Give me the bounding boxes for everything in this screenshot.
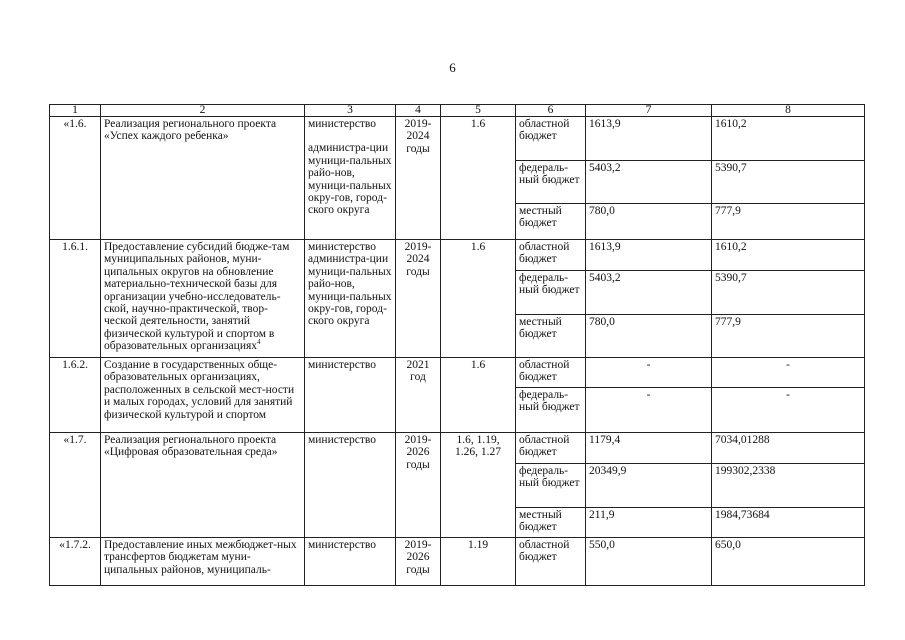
value-col8: 777,9: [712, 315, 865, 358]
table-row: [50, 538, 865, 586]
item-number: 1.6.2.: [50, 358, 101, 433]
table-row: [50, 117, 865, 161]
item-name: Создание в государственных обще-образовательных организациях, расположенных в сельской мест-ности и малых городах, условий для занятий физической культурой и спортом: [101, 358, 305, 433]
budget-source: федераль-ный бюджет: [516, 388, 586, 433]
item-name: Реализация регионального проекта «Успех каждого ребенка»: [101, 117, 305, 240]
item-years: 2019-2024 годы: [396, 117, 441, 240]
item-executor: министерство: [305, 358, 396, 433]
footnote-mark: 4: [257, 338, 261, 347]
budget-source: областной бюджет: [516, 240, 586, 271]
value-col7: -: [586, 388, 712, 433]
value-col7: 1613,9: [586, 240, 712, 271]
budget-source: федераль-ный бюджет: [516, 161, 586, 204]
header-cell: 4: [396, 105, 441, 117]
item-code: 1.6: [441, 117, 516, 240]
item-executor: [305, 117, 396, 240]
header-cell: 5: [441, 105, 516, 117]
item-number: «1.7.2.: [50, 538, 101, 586]
item-number: «1.6.: [50, 117, 101, 240]
item-executor: министерство: [305, 538, 396, 586]
value-col7: 550,0: [586, 538, 712, 586]
item-executor: министерство: [305, 433, 396, 538]
value-col8: 5390,7: [712, 161, 865, 204]
value-col8: 1610,2: [712, 117, 865, 161]
item-years: 2021 год: [396, 358, 441, 433]
program-table: [49, 104, 865, 586]
executor-primary: министерство: [308, 241, 376, 253]
header-cell: 2: [101, 105, 305, 117]
item-name: Реализация регионального проекта «Цифровая образовательная среда»: [101, 433, 305, 538]
budget-source: местный бюджет: [516, 315, 586, 358]
item-years: 2019-2026 годы: [396, 433, 441, 538]
table-row: [50, 358, 865, 388]
header-cell: 7: [586, 105, 712, 117]
item-years: 2019-2026 годы: [396, 538, 441, 586]
item-code: 1.6: [441, 240, 516, 358]
value-col7: 1179,4: [586, 433, 712, 464]
executor-secondary: администра-ции муници-пальных райо-нов, муници-пальных окру-гов, город-ского округа: [308, 253, 392, 328]
executor-primary: министерство: [308, 118, 376, 130]
item-name: Предоставление иных межбюджет-ных трансфертов бюджетам муни-ципальных районов, муниципаль-: [101, 538, 305, 586]
value-col7: 1613,9: [586, 117, 712, 161]
budget-source: местный бюджет: [516, 508, 586, 538]
item-number: «1.7.: [50, 433, 101, 538]
value-col8: 199302,2338: [712, 464, 865, 508]
budget-source: областной бюджет: [516, 433, 586, 464]
value-col8: 5390,7: [712, 271, 865, 315]
item-code: 1.6: [441, 358, 516, 433]
header-cell: 8: [712, 105, 865, 117]
value-col7: 780,0: [586, 204, 712, 240]
value-col8: -: [712, 358, 865, 388]
header-row: [50, 105, 865, 117]
value-col8: 650,0: [712, 538, 865, 586]
item-executor: [305, 240, 396, 358]
header-cell: 3: [305, 105, 396, 117]
value-col7: -: [586, 358, 712, 388]
budget-source: местный бюджет: [516, 204, 586, 240]
value-col8: 1984,73684: [712, 508, 865, 538]
item-code: 1.19: [441, 538, 516, 586]
header-cell: 1: [50, 105, 101, 117]
table-row: [50, 433, 865, 464]
budget-source: федераль-ный бюджет: [516, 464, 586, 508]
value-col7: 5403,2: [586, 271, 712, 315]
executor-secondary: администра-ции муници-пальных райо-нов, муници-пальных окру-гов, город-ского округа: [308, 142, 392, 217]
budget-source: областной бюджет: [516, 358, 586, 388]
page-number: 6: [449, 60, 456, 75]
budget-source: федераль-ный бюджет: [516, 271, 586, 315]
table-row: [50, 240, 865, 271]
value-col7: 5403,2: [586, 161, 712, 204]
budget-source: областной бюджет: [516, 538, 586, 586]
value-col8: 1610,2: [712, 240, 865, 271]
item-number: 1.6.1.: [50, 240, 101, 358]
item-years: 2019-2024 годы: [396, 240, 441, 358]
item-code: 1.6, 1.19, 1.26, 1.27: [441, 433, 516, 538]
value-col7: 20349,9: [586, 464, 712, 508]
value-col7: 780,0: [586, 315, 712, 358]
value-col8: 7034,01288: [712, 433, 865, 464]
value-col8: -: [712, 388, 865, 433]
value-col8: 777,9: [712, 204, 865, 240]
item-name-text: Предоставление субсидий бюдже-там муниципальных районов, муни-ципальных округов на обновление материально-технической базы для организации учебно-исследователь-ской, научно-практической, твор-ческой деятельности, занятий физической культурой и спортом в образовательных организациях: [104, 241, 290, 353]
item-name: [101, 240, 305, 358]
value-col7: 211,9: [586, 508, 712, 538]
header-cell: 6: [516, 105, 586, 117]
budget-source: областной бюджет: [516, 117, 586, 161]
